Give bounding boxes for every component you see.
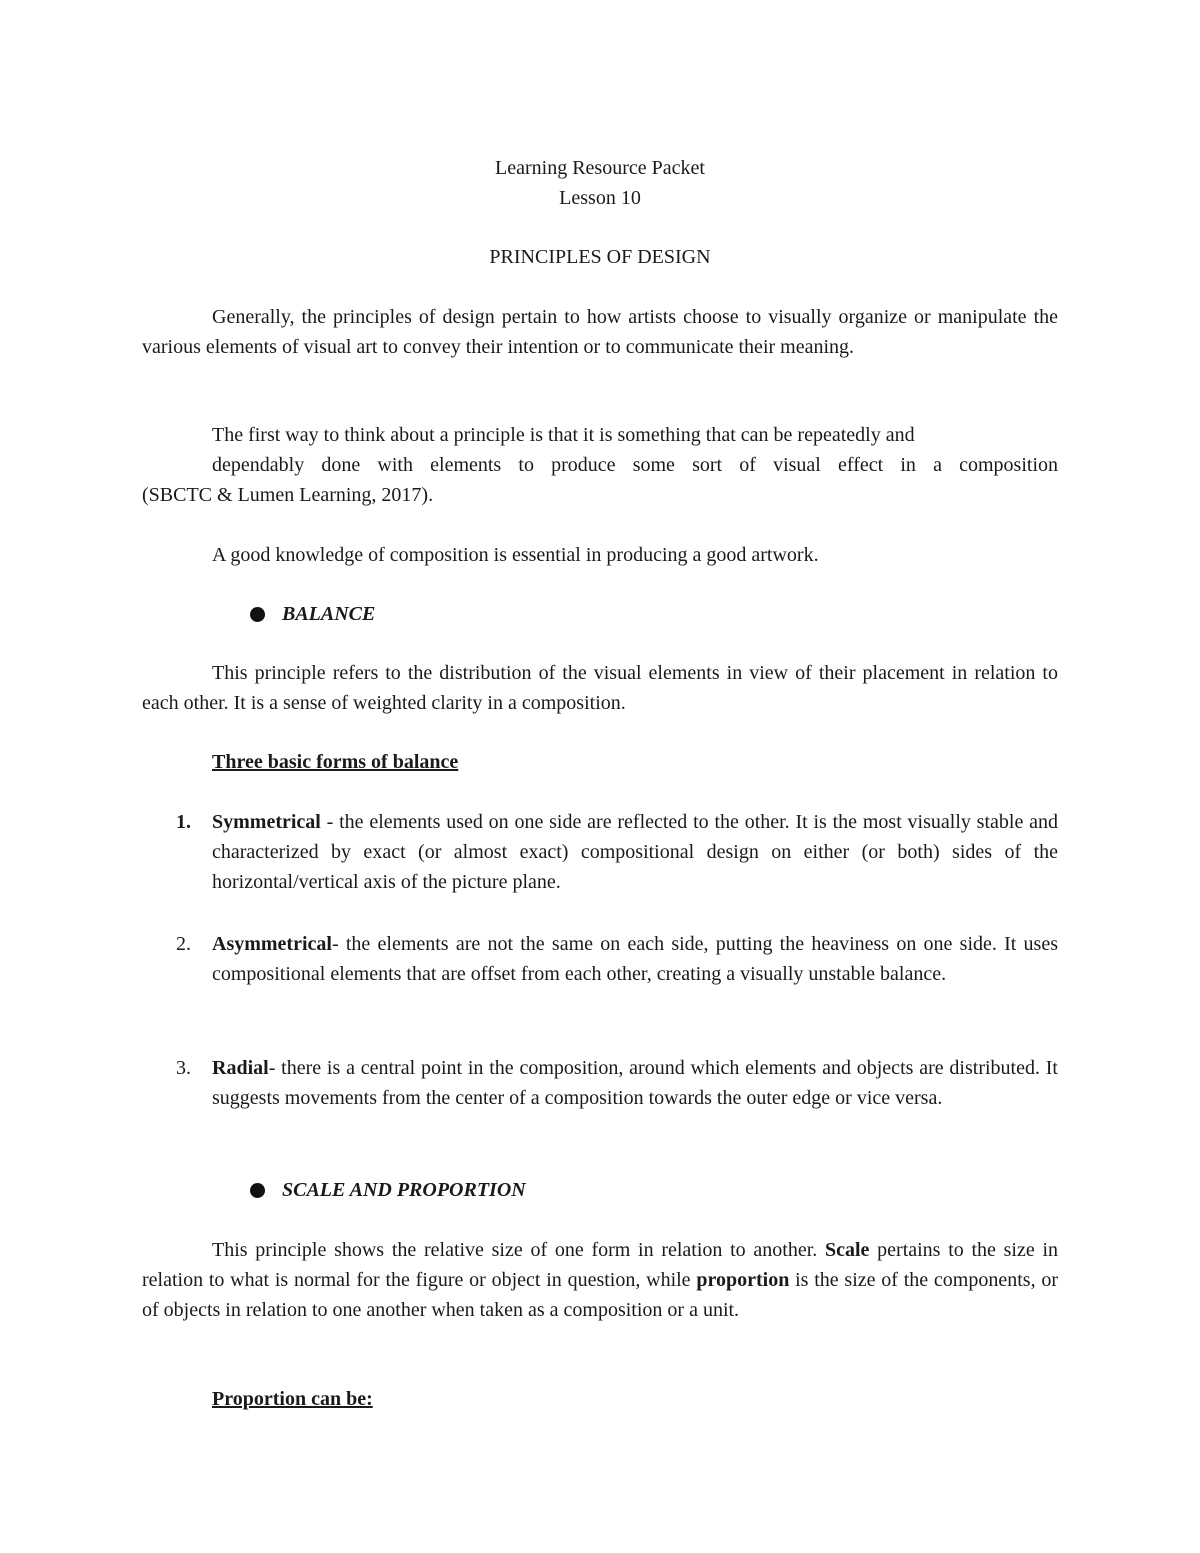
list-term: Radial [212,1057,269,1079]
scale-heading [250,1175,950,1205]
list-item-body [212,807,1058,897]
list-text: - the elements are not the same on each side, putting the heaviness on one side. It uses compositional elements that are offset from each other, creating a visually unstable balance. [212,933,1058,985]
list-text: - the elements used on one side are reflected to the other. It is the most visually stable and characterized by exact (or almost exact) compositional design on either (or both) sides of the horizontal/vertical axis of the picture plane. [212,811,1058,893]
scale-term: Scale [825,1239,870,1261]
list-text: - there is a central point in the composition, around which elements and objects are distributed. It suggests movements from the center of a composition towards the outer edge or vice versa. [212,1057,1058,1109]
balance-heading [250,599,950,629]
lesson-label: Lesson 10 [559,187,641,209]
scale-heading-text: SCALE AND PROPORTION [282,1179,526,1201]
principle-line-3: (SBCTC & Lumen Learning, 2017). [142,484,434,506]
scale-description [142,1235,1058,1325]
proportion-heading: Proportion can be: [212,1388,373,1410]
intro-paragraph: Generally, the principles of design pertain to how artists choose to visually organize or manipulate the various elements of visual art to convey their intention or to communicate their meaning. [142,306,1058,358]
principle-paragraph [142,420,1058,510]
list-number: 1. [176,811,191,833]
scale-text-2: pertains to the size in relation to what is normal for the figure or object in question, while [142,1239,1058,1291]
scale-text-3: is the size of the components, or of objects in relation to one another when taken as a composition or a unit. [142,1269,1058,1321]
document-title: Learning Resource Packet [495,157,705,179]
list-item-body [212,1053,1058,1113]
list-number: 2. [176,933,191,955]
list-term: Asymmetrical [212,933,332,955]
list-term: Symmetrical [212,811,321,833]
composition-paragraph: A good knowledge of composition is essential in producing a good artwork. [212,544,819,566]
bullet-icon [250,607,265,622]
balance-heading-text: BALANCE [282,603,376,625]
balance-forms-heading: Three basic forms of balance [212,751,459,773]
principle-line-2: dependably done with elements to produce some sort of visual effect in a composition [212,454,1058,476]
list-number: 3. [176,1057,191,1079]
principle-line-1: The first way to think about a principle is that it is something that can be repeatedly and [212,424,915,446]
bullet-icon [250,1183,265,1198]
scale-text-1: This principle shows the relative size of one form in relation to another. [212,1239,825,1261]
balance-description: This principle refers to the distribution of the visual elements in view of their placement in relation to each other. It is a sense of weighted clarity in a composition. [142,662,1058,714]
list-item-body [212,929,1058,989]
section-title: PRINCIPLES OF DESIGN [489,246,711,268]
proportion-term: proportion [696,1269,790,1291]
